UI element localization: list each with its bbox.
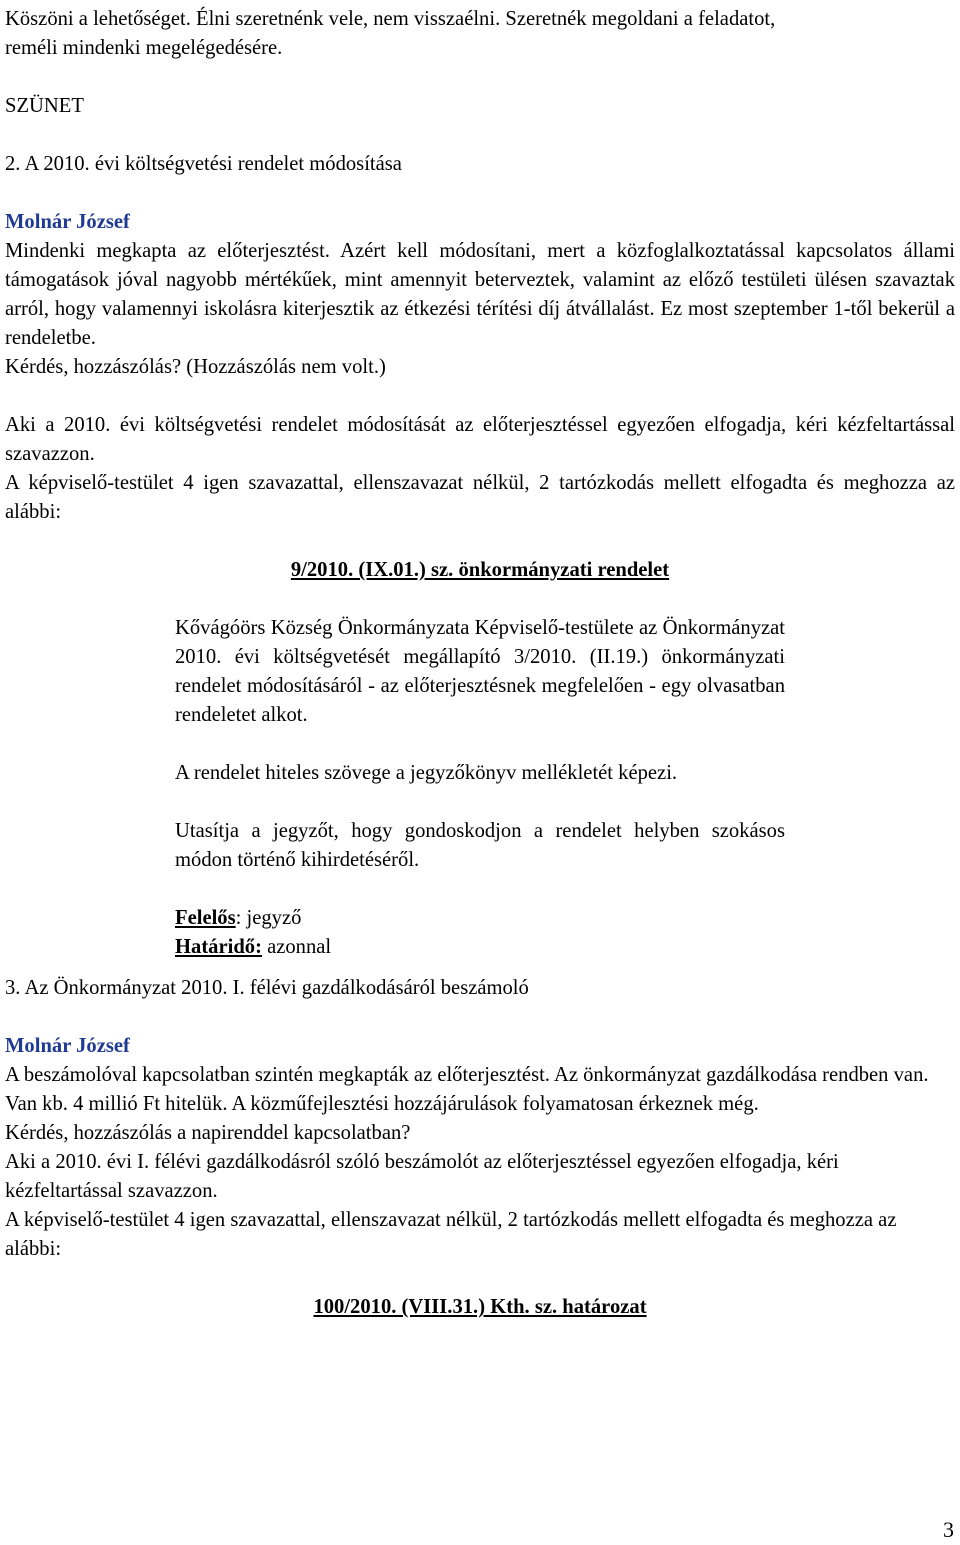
vote-result: A képviselő-testület 4 igen szavazattal, ellenszavazat nélkül, 2 tartózkodás mellett elfogadta és meghozza az alábbi: xyxy=(5,1209,897,1260)
break-label: SZÜNET xyxy=(5,95,84,117)
decree-instruction: Utasítja a jegyzőt, hogy gondoskodjon a rendelet helyben szokásos módon történő kihirdetéséről. xyxy=(175,820,785,871)
speaker-statement xyxy=(5,237,955,353)
decree-annex: A rendelet hiteles szövege a jegyzőkönyv mellékletét képezi. xyxy=(175,762,678,784)
speech-start: Mindenki megkapta az előterjesztést. xyxy=(5,240,330,262)
intro-line-2: reméli mindenki megelégedésére. xyxy=(5,37,283,59)
vote-call: Aki a 2010. évi költségvetési rendelet módosítását az előterjesztéssel egyezően elfogadja, kéri kézfeltartással szavazzon. xyxy=(5,414,955,465)
responsible-label: Felelős xyxy=(175,907,236,929)
resolution-title: 100/2010. (VIII.31.) Kth. sz. határozat xyxy=(313,1296,647,1318)
agenda-item-3-heading: 3. Az Önkormányzat 2010. I. félévi gazdálkodásáról beszámoló xyxy=(5,977,529,999)
responsible-value: : jegyző xyxy=(235,907,302,929)
deadline-line xyxy=(175,933,785,962)
speaker-statement: A beszámolóval kapcsolatban szintén megkapták az előterjesztést. Az önkormányzat gazdálkodása rendben van. Van kb. 4 millió Ft hitelük. A közműfejlesztési hozzájárulások folyamatosan érkeznek még. xyxy=(5,1064,929,1115)
vote-result: A képviselő-testület 4 igen szavazattal, ellenszavazat nélkül, 2 tartózkodás mellett elfogadta és meghozza az alábbi: xyxy=(5,472,955,523)
deadline-value: azonnal xyxy=(261,936,332,958)
speech-rest: Azért kell módosítani, mert a közfoglalkoztatással kapcsolatos állami támogatások jóval nagyobb mértékűek, mint amennyit beterveztek, valamint az előző testületi ülésen szavaztak arról, hogy valamennyi iskolásra kiterjesztik az étkezési térítési díj átvállalást. Ez most szeptember 1-től bekerül a rendeletbe. xyxy=(5,240,956,349)
document-body xyxy=(5,5,955,1322)
page-number: 3 xyxy=(943,1517,954,1542)
question-line: Kérdés, hozzászólás a napirenddel kapcsolatban? xyxy=(5,1122,411,1144)
intro-line-1: Köszöni a lehetőséget. Élni szeretnénk vele, nem visszaélni. Szeretnék megoldani a feladatot, xyxy=(5,8,776,30)
decree-body: Kővágóörs Község Önkormányzata Képviselő-testülete az Önkormányzat 2010. évi költségvetését megállapító 3/2010. (II.19.) önkormányzati rendelet módosításáról - az előterjesztésnek megfelelően - egy olvasatban rendeletet alkot. xyxy=(175,617,785,726)
speaker-name: Molnár József xyxy=(5,1035,130,1057)
vote-call: Aki a 2010. évi I. félévi gazdálkodásról szóló beszámolót az előterjesztéssel egyezően elfogadja, kéri kézfeltartással szavazzon. xyxy=(5,1151,839,1202)
responsible-line xyxy=(175,904,785,933)
deadline-label: Határidő: xyxy=(175,936,262,958)
speaker-name: Molnár József xyxy=(5,211,130,233)
decree-title: 9/2010. (IX.01.) sz. önkormányzati rendelet xyxy=(290,559,670,581)
agenda-item-2-heading: 2. A 2010. évi költségvetési rendelet módosítása xyxy=(5,153,402,175)
question-line: Kérdés, hozzászólás? (Hozzászólás nem volt.) xyxy=(5,356,386,378)
